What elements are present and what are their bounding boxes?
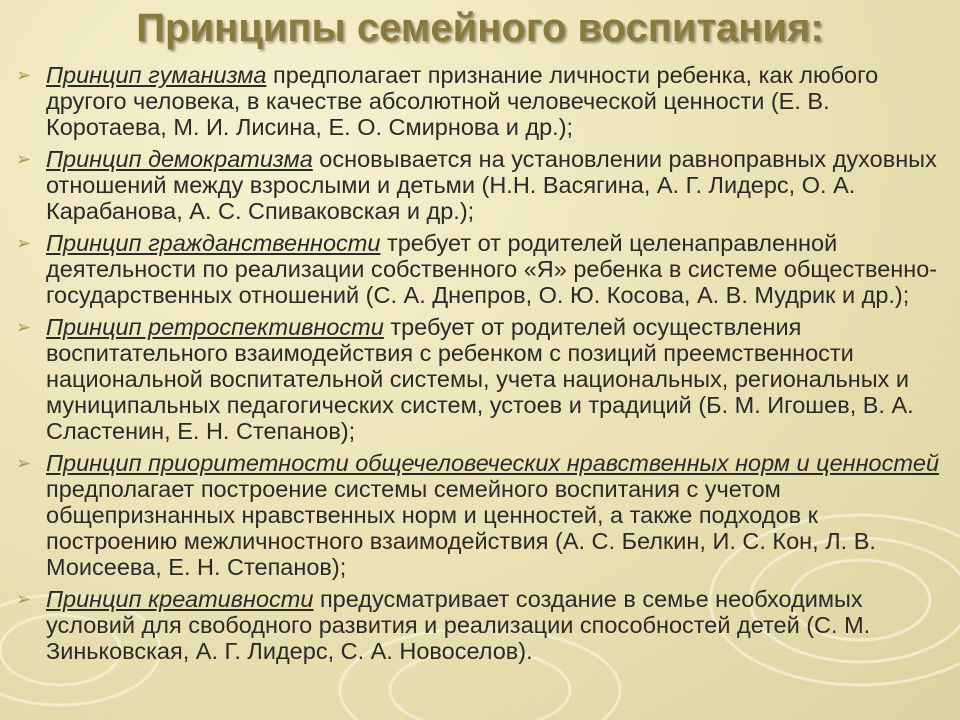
list-item (12, 230, 952, 308)
principle-description: основывается на установлении равноправных духовных отношений между взрослыми и детьми (Н.Н. Васягина, А. Г. Лидерс, О. А. Карабанова, А. С. Спиваковская и др.); (46, 146, 937, 224)
principle-description: предполагает построение системы семейного воспитания с учетом общепризнанных нравственных норм и ценностей, а также подходов к построению межличностного взаимодействия (А. С. Белкин, И. С. Кон, Л. В. Моисеева, Е. Н. Степанов); (46, 476, 876, 580)
list-item (12, 146, 952, 224)
list-item (12, 586, 952, 664)
list-item (12, 314, 952, 444)
principle-term: Принцип демократизма (46, 146, 313, 172)
list-item (12, 62, 952, 140)
arrow-bullet-icon: ➢ (16, 317, 32, 337)
principle-description: предусматривает создание в семье необходимых условий для свободного развития и реализации способностей детей (С. М. Зиньковская, А. Г. Лидерс, С. А. Новоселов). (46, 586, 871, 664)
list-item (12, 450, 952, 580)
principle-term: Принцип ретроспективности (46, 314, 384, 340)
principle-description: предполагает признание личности ребенка, как любого другого человека, в качестве абсолютной человеческой ценности (Е. В. Коротаева, М. И. Лисина, Е. О. Смирнова и др.); (46, 62, 879, 140)
arrow-bullet-icon: ➢ (16, 453, 32, 473)
principle-term: Принцип креативности (46, 586, 314, 612)
principle-description: требует от родителей осуществления воспитательного взаимодействия с ребенком с позиций преемственности национальной воспитательной системы, учета национальных, региональных и муниципальных педагогических систем, устоев и традиций (Б. М. Игошев, В. А. Сластенин, Е. Н. Степанов); (46, 314, 914, 444)
principles-list (12, 62, 952, 670)
principle-term: Принцип гуманизма (46, 62, 267, 88)
principle-term: Принцип приоритетности общечеловеческих нравственных норм и ценностей (46, 450, 940, 476)
arrow-bullet-icon: ➢ (16, 589, 32, 609)
arrow-bullet-icon: ➢ (16, 233, 32, 253)
slide-title: Принципы семейного воспитания: (136, 6, 824, 50)
principle-term: Принцип гражданственности (46, 230, 381, 256)
arrow-bullet-icon: ➢ (16, 149, 32, 169)
principle-description: требует от родителей целенаправленной деятельности по реализации собственного «Я» ребенка в системе общественно-государственных отношений (С. А. Днепров, О. Ю. Косова, А. В. Мудрик и др.); (46, 230, 938, 308)
arrow-bullet-icon: ➢ (16, 65, 32, 85)
